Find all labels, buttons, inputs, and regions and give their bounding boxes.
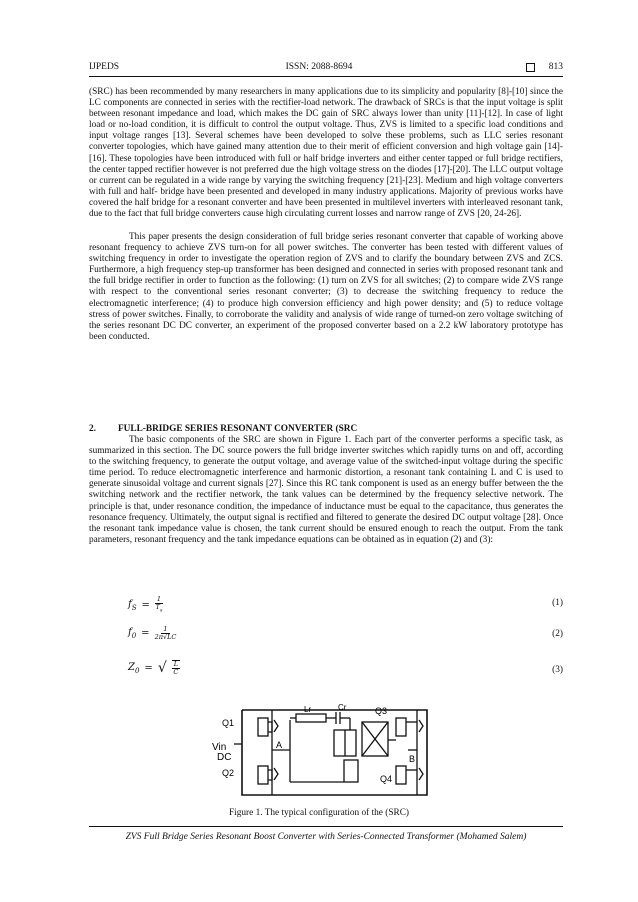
- equation-3-number: (3): [552, 665, 563, 675]
- figure-caption: Figure 1. The typical configuration of the (SRC): [228, 808, 410, 818]
- dc-label: DC: [217, 752, 232, 763]
- running-footer: ZVS Full Bridge Series Resonant Boost Converter with Series-Connected Transformer (Mohamed Salem): [125, 832, 527, 842]
- eq3-fraction: $\frac{L}{C}$: [173, 660, 179, 676]
- q4-label: Q4: [380, 774, 393, 784]
- section-heading: [89, 424, 357, 434]
- equation-3: $Z_0$ = √ $\frac{L}{C}$: [128, 660, 179, 676]
- journal-name: IJPEDS: [89, 62, 120, 72]
- section-title: FULL-BRIDGE SERIES RESONANT CONVERTER (SRC: [117, 424, 358, 434]
- q2-label: Q2: [222, 768, 235, 778]
- paragraph-2: This paper presents the design consideration of full bridge series resonant converter that capable of working above resonant frequency to achieve ZVS turn-on for all power switches. The converter has been tested with different values of switching frequency in order to investigate the operation region of ZVS and to clarify the boundary between ZVS and ZCS. Furthermore, a high frequency step-up transformer has been designed and connected in series with proposed resonant tank and the full bridge rectifier in order to function as the following: (1) turn on ZVS for all switches; (2) to compare wide ZVS range with respect to the conventional series resonant converter; (3) to decrease the switching frequency to reduce the electromagnetic interference; (4) to produce high conversion efficiency and high power density; and (5) to reduce voltage stress of power switches. Finally, to corroborate the validity and analysis of wide range of turned-on zero voltage switching of the series resonant DC DC converter, an experiment of the proposed converter based on a 2.2 kW laboratory prototype has been conducted.: [89, 232, 563, 342]
- eq3-lhs: $Z_0$: [128, 661, 140, 675]
- equation-1-number: (1): [552, 598, 563, 608]
- lr-label: Lr: [304, 705, 312, 714]
- equation-2-number: (2): [552, 629, 563, 639]
- section-number: 2.: [89, 424, 96, 434]
- equation-2: $f_0$ = $\frac{1}{2\pi√LC}$: [128, 625, 177, 641]
- node-b-label: B: [409, 754, 416, 764]
- q3-label: Q3: [375, 706, 388, 716]
- q1-label: Q1: [222, 718, 235, 728]
- vin-label: Vin: [212, 742, 227, 753]
- eq2-fraction: $\frac{1}{2\pi√LC}$: [154, 625, 177, 641]
- page-number: 813: [548, 62, 563, 72]
- footer-rule: [89, 826, 563, 827]
- paragraph-3: The basic components of the SRC are shown in Figure 1. Each part of the converter performs a specific task, as summarized in this section. The DC source powers the full bridge inverter switches which rapidly turns on and off, according to the switching frequency, to generate the output voltage, and average value of the switched-input voltage during the specific time period. To reduce electromagnetic interference and harmonic distortion, a resonant tank containing L and C is used to generate sinusoidal voltage and current signals [27]. Since this RC tank component is used as an energy buffer between the the switching network and the rectifier network, the tank values can be determined by the frequency selective network. The principle is that, under resonance condition, the impedance of inductance must be equal to the capacitance, thus generates the resonance frequency. Ultimately, the output signal is rectified and filtered to generate the desired DC output voltage [28]. Once the resonant tank impedance value is chosen, the tank current should be ensured enough to reach the output. From the tank parameters, resonant frequency and the tank impedance equations can be obtained as in equation (2) and (3):: [89, 435, 563, 545]
- page-number-group: [526, 62, 563, 72]
- node-a-label: A: [276, 740, 283, 750]
- issn: ISSN: 2088-8694: [285, 62, 353, 72]
- header-rule: [89, 76, 563, 77]
- cr-label: Cr: [338, 703, 347, 712]
- equation-1: $f_S$ = $\frac{1}{T_s}$: [128, 595, 163, 614]
- src-circuit-figure: [212, 700, 442, 800]
- eq1-lhs: $f_S$: [128, 598, 137, 612]
- eq2-lhs: $f_0$: [128, 627, 137, 640]
- paragraph-1: (SRC) has been recommended by many researchers in many applications due to its simplicity and popularity [8]-[10] since the LC components are connected in series with the rectifier-load network. The drawback of SRCs is that the input voltage is split between resonant impedance and load, which makes the DC gain of SRC always lower than unity [11]-[12]. In case of light load or no-load condition, it is difficult to control the output voltage. Thus, ZVS is limited to a specific load conditions and input voltage ranges [13]. Several schemes have been developed to solve these problems, such as LLC series resonant converter topologies, which have gained many attention due to their merit of efficient conversion and high voltage gain [14]-[16]. These topologies have been introduced with full or half bridge inverters and either center tapped or full bridge rectifiers, the center tapped rectifier however is not preferred due the high voltage stress on the diodes [17]-[20]. The LLC output voltage or current can be regulated in a wide range by varying the switching frequency [21]-[23]. Medium and high voltage converters with full and half- bridge have been presented and developed in many industry applications. Majority of previous works have covered the half bridge for a resonant converter and have been presented in multilevel inverters with interleaved resonant tank, due to the fact that full bridge converters cause high circulating current losses and narrow range of ZVS [20, 24-26].: [89, 87, 563, 220]
- eq1-fraction: $\frac{1}{T_s}$: [155, 595, 163, 614]
- checkbox-square-icon: [526, 63, 535, 72]
